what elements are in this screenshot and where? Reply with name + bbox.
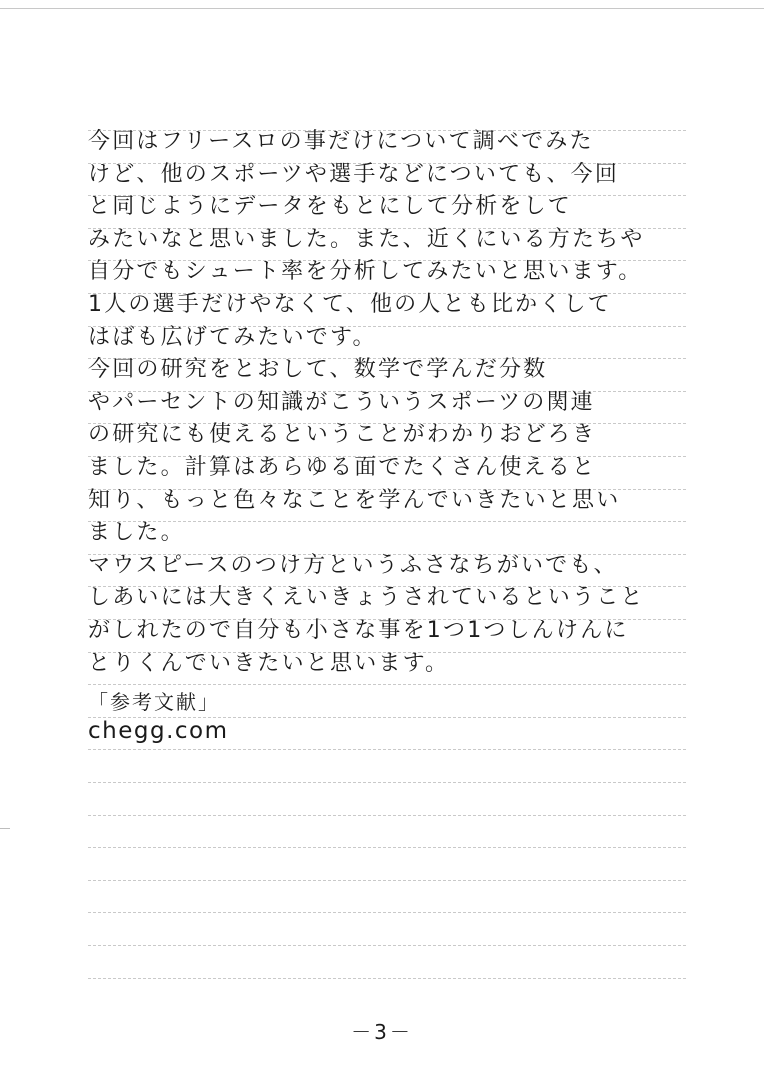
ruled-line	[88, 945, 686, 946]
text-line: 知り、もっと色々なことを学んでいきたいと思い	[88, 487, 621, 513]
text-line: みたいなと思いました。また、近くにいる方たちや	[88, 226, 645, 252]
text-line: マウスピースのつけ方というふさなちがいでも、	[88, 552, 618, 578]
text-line: はばも広げてみたいです。	[88, 324, 377, 350]
ruled-line	[88, 749, 686, 750]
text-line: の研究にも使えるということがわかりおどろき	[88, 422, 597, 448]
text-line: がしれたので自分も小さな事を1つ1つしんけんに	[88, 617, 629, 643]
ruled-line	[88, 847, 686, 848]
text-line: やパーセントの知識がこういうスポーツの関連	[88, 389, 595, 415]
ruled-line	[88, 978, 686, 979]
text-line: ました。	[88, 520, 185, 546]
handwritten-body-text	[88, 128, 698, 682]
text-line: 今回の研究をとおして、数学で学んだ分数	[88, 357, 548, 383]
text-line: しあいには大きくえいきょうされているということ	[88, 585, 645, 611]
ruled-line	[88, 782, 686, 783]
text-line: と同じようにデータをもとにして分析をして	[88, 194, 573, 220]
text-line: とりくんでいきたいと思います。	[88, 650, 450, 676]
ruled-line	[88, 912, 686, 913]
margin-mark	[0, 828, 10, 829]
references-heading: 「参考文献」	[88, 690, 220, 714]
text-line: 今回はフリースロの事だけについて調べでみた	[88, 129, 594, 154]
references-section	[88, 688, 229, 746]
ruled-line	[88, 880, 686, 881]
ruled-line	[88, 684, 686, 685]
reference-source: chegg.com	[88, 718, 229, 744]
text-line: けど、他のスポーツや選手などについても、今回	[88, 161, 620, 187]
page-number: －3－	[351, 1020, 413, 1044]
ruled-line	[88, 815, 686, 816]
text-line: ました。計算はあらゆる面でたくさん使えると	[88, 454, 597, 480]
text-line: 自分でもシュート率を分析してみたいと思います。	[88, 259, 643, 285]
text-line: 1人の選手だけやなくて、他の人とも比かくして	[88, 291, 612, 317]
